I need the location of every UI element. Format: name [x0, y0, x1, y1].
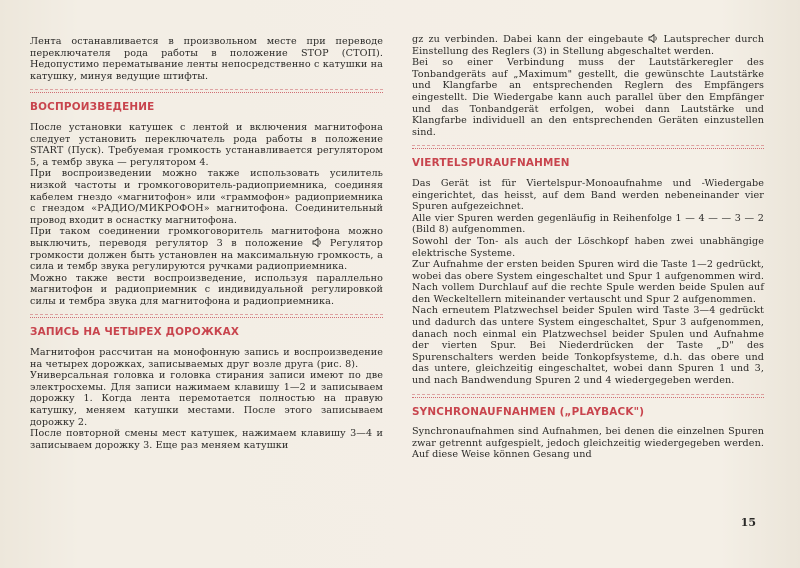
- playback-paragraph-3-end: Регулятор громкости должен быть установлен на максимальную громкость, а сила и тембр звука регулируются ручками радиоприемника.: [30, 237, 383, 273]
- continued-paragraph-2: Bei so einer Verbindung muss der Lautstärkeregler des Tonbandgeräts auf „Maximum" gestellt, die gewünschte Lautstärke und Klangfarbe an entsprechenden Reglern des Empfängers eingestellt. Die Wiedergabe kann auch parallel über den Empfänger und das Tonbandgerät erfolgen, wobei dann Lautstärke und Klangfarbe individuell an den entsprechenden Geräten einzustellen sind.: [412, 57, 764, 138]
- speaker-icon: [648, 34, 658, 43]
- playback-paragraph-3-start: При таком соединении громкоговоритель магнитофона можно выключить, переводя регулятор 3 в положение: [30, 226, 383, 249]
- viertel-paragraph-2: Alle vier Spuren werden gegenläufig in Reihenfolge 1 — 4 — — 3 — 2 (Bild 8) aufgenommen.: [412, 212, 764, 236]
- continued-paragraph-1-start: gz zu verbinden. Dabei kann der eingebaute: [412, 34, 644, 45]
- page-number: 15: [740, 516, 756, 529]
- continued-paragraph-1-end: Lautsprecher durch Einstellung des Reglers (3) in Stellung abgeschaltet werden.: [412, 34, 764, 57]
- viertel-paragraph-1: Das Gerät ist für Viertelspur-Monoaufnahme und -Wiedergabe eingerichtet, das heisst, auf dem Band werden nebeneinander vier Spuren aufgezeichnet.: [412, 177, 764, 213]
- heading-synchron: SYNCHRONAUFNAHMEN („PLAYBACK"): [412, 397, 764, 419]
- playback-paragraph-2: При воспроизведении можно также использовать усилитель низкой частоты и громкоговоритель-радиоприемника, соединяя кабелем гнездо «магнитофон» или «граммофон» радиоприемника с гнездом «РАДИО/МИКРОФОН» магнитофона. Соединительный провод входит в оснастку магнитофона.: [30, 168, 383, 226]
- heading-viertelspur: VIERTELSPURAUFNAHMEN: [412, 148, 764, 170]
- continued-paragraph-1: [412, 34, 764, 57]
- left-column-russian: [30, 36, 383, 451]
- playback-paragraph-3: [30, 226, 383, 272]
- heading-playback-ru: ВОСПРОИЗВЕДЕНИЕ: [30, 92, 383, 114]
- intro-paragraph: Лента останавливается в произвольном месте при переводе переключателя рода работы в положение STOP (СТОП). Недопустимо перематывание ленты непосредственно с катушки на катушку, минуя ведущие штифты.: [30, 36, 383, 82]
- viertel-paragraph-3: Sowohl der Ton- als auch der Löschkopf haben zwei unabhängige elektrische Systeme.: [412, 235, 764, 259]
- viertel-paragraph-5: Nach erneutem Platzwechsel beider Spulen wird Taste 3—4 gedrückt und dadurch das untere System eingeschaltet, Spur 3 aufgenommen, danach noch einmal ein Platzwechsel beider Spulen und Aufnahme der vierten Spur. Bei Niederdrücken der Taste „D" des Spurenschalters werden beide Tonkopfsysteme, d.h. das obere und das untere, gleichzeitig eingeschaltet, wobei dann Spuren 1 und 3, und nach Bandwendung Spuren 2 und 4 wiedergegeben werden.: [412, 305, 764, 387]
- four-track-paragraph-2: Универсальная головка и головка стирания записи имеют по две электросхемы. Для записи нажимаем клавишу 1—2 и записываем дорожку 1. Когда лента перемотается полностью на правую катушку, меняем катушки местами. После этого записываем дорожку 2.: [30, 370, 383, 428]
- playback-paragraph-1: После установки катушек с лентой и включения магнитофона следует установить переключатель рода работы в положение START (Пуск). Требуемая громкость устанавливается регулятором 5, а тембр звука — регулятором 4.: [30, 121, 383, 168]
- right-column-german: [412, 34, 764, 461]
- four-track-paragraph-1: Магнитофон рассчитан на монофонную запись и воспроизведение на четырех дорожках, записываемых друг возле друга (рис. 8).: [30, 347, 383, 370]
- speaker-icon: [312, 238, 322, 247]
- viertel-paragraph-4: Zur Aufnahme der ersten beiden Spuren wird die Taste 1—2 gedrückt, wobei das obere System eingeschaltet und Spur 1 aufgenommen wird. Nach vollem Durchlauf auf die rechte Spule werden beide Spulen auf den Weckeltellern miteinander vertauscht und Spur 2 aufgenommen.: [412, 259, 764, 305]
- four-track-paragraph-3: После повторной смены мест катушек, нажимаем клавишу 3—4 и записываем дорожку 3. Еще раз меняем катушки: [30, 428, 383, 451]
- synchro-paragraph-1: Synchronaufnahmen sind Aufnahmen, bei denen die einzelnen Spuren zwar getrennt aufgespielt, jedoch gleichzeitig wiedergegeben werden. Auf diese Weise können Gesang und: [412, 426, 764, 461]
- heading-four-track-ru: ЗАПИСЬ НА ЧЕТЫРЕХ ДОРОЖКАХ: [30, 317, 383, 339]
- playback-paragraph-4: Можно также вести воспроизведение, используя параллельно магнитофон и радиоприемник с индивидуальной регулировкой силы и тембра звука для магнитофона и радиоприемника.: [30, 272, 383, 307]
